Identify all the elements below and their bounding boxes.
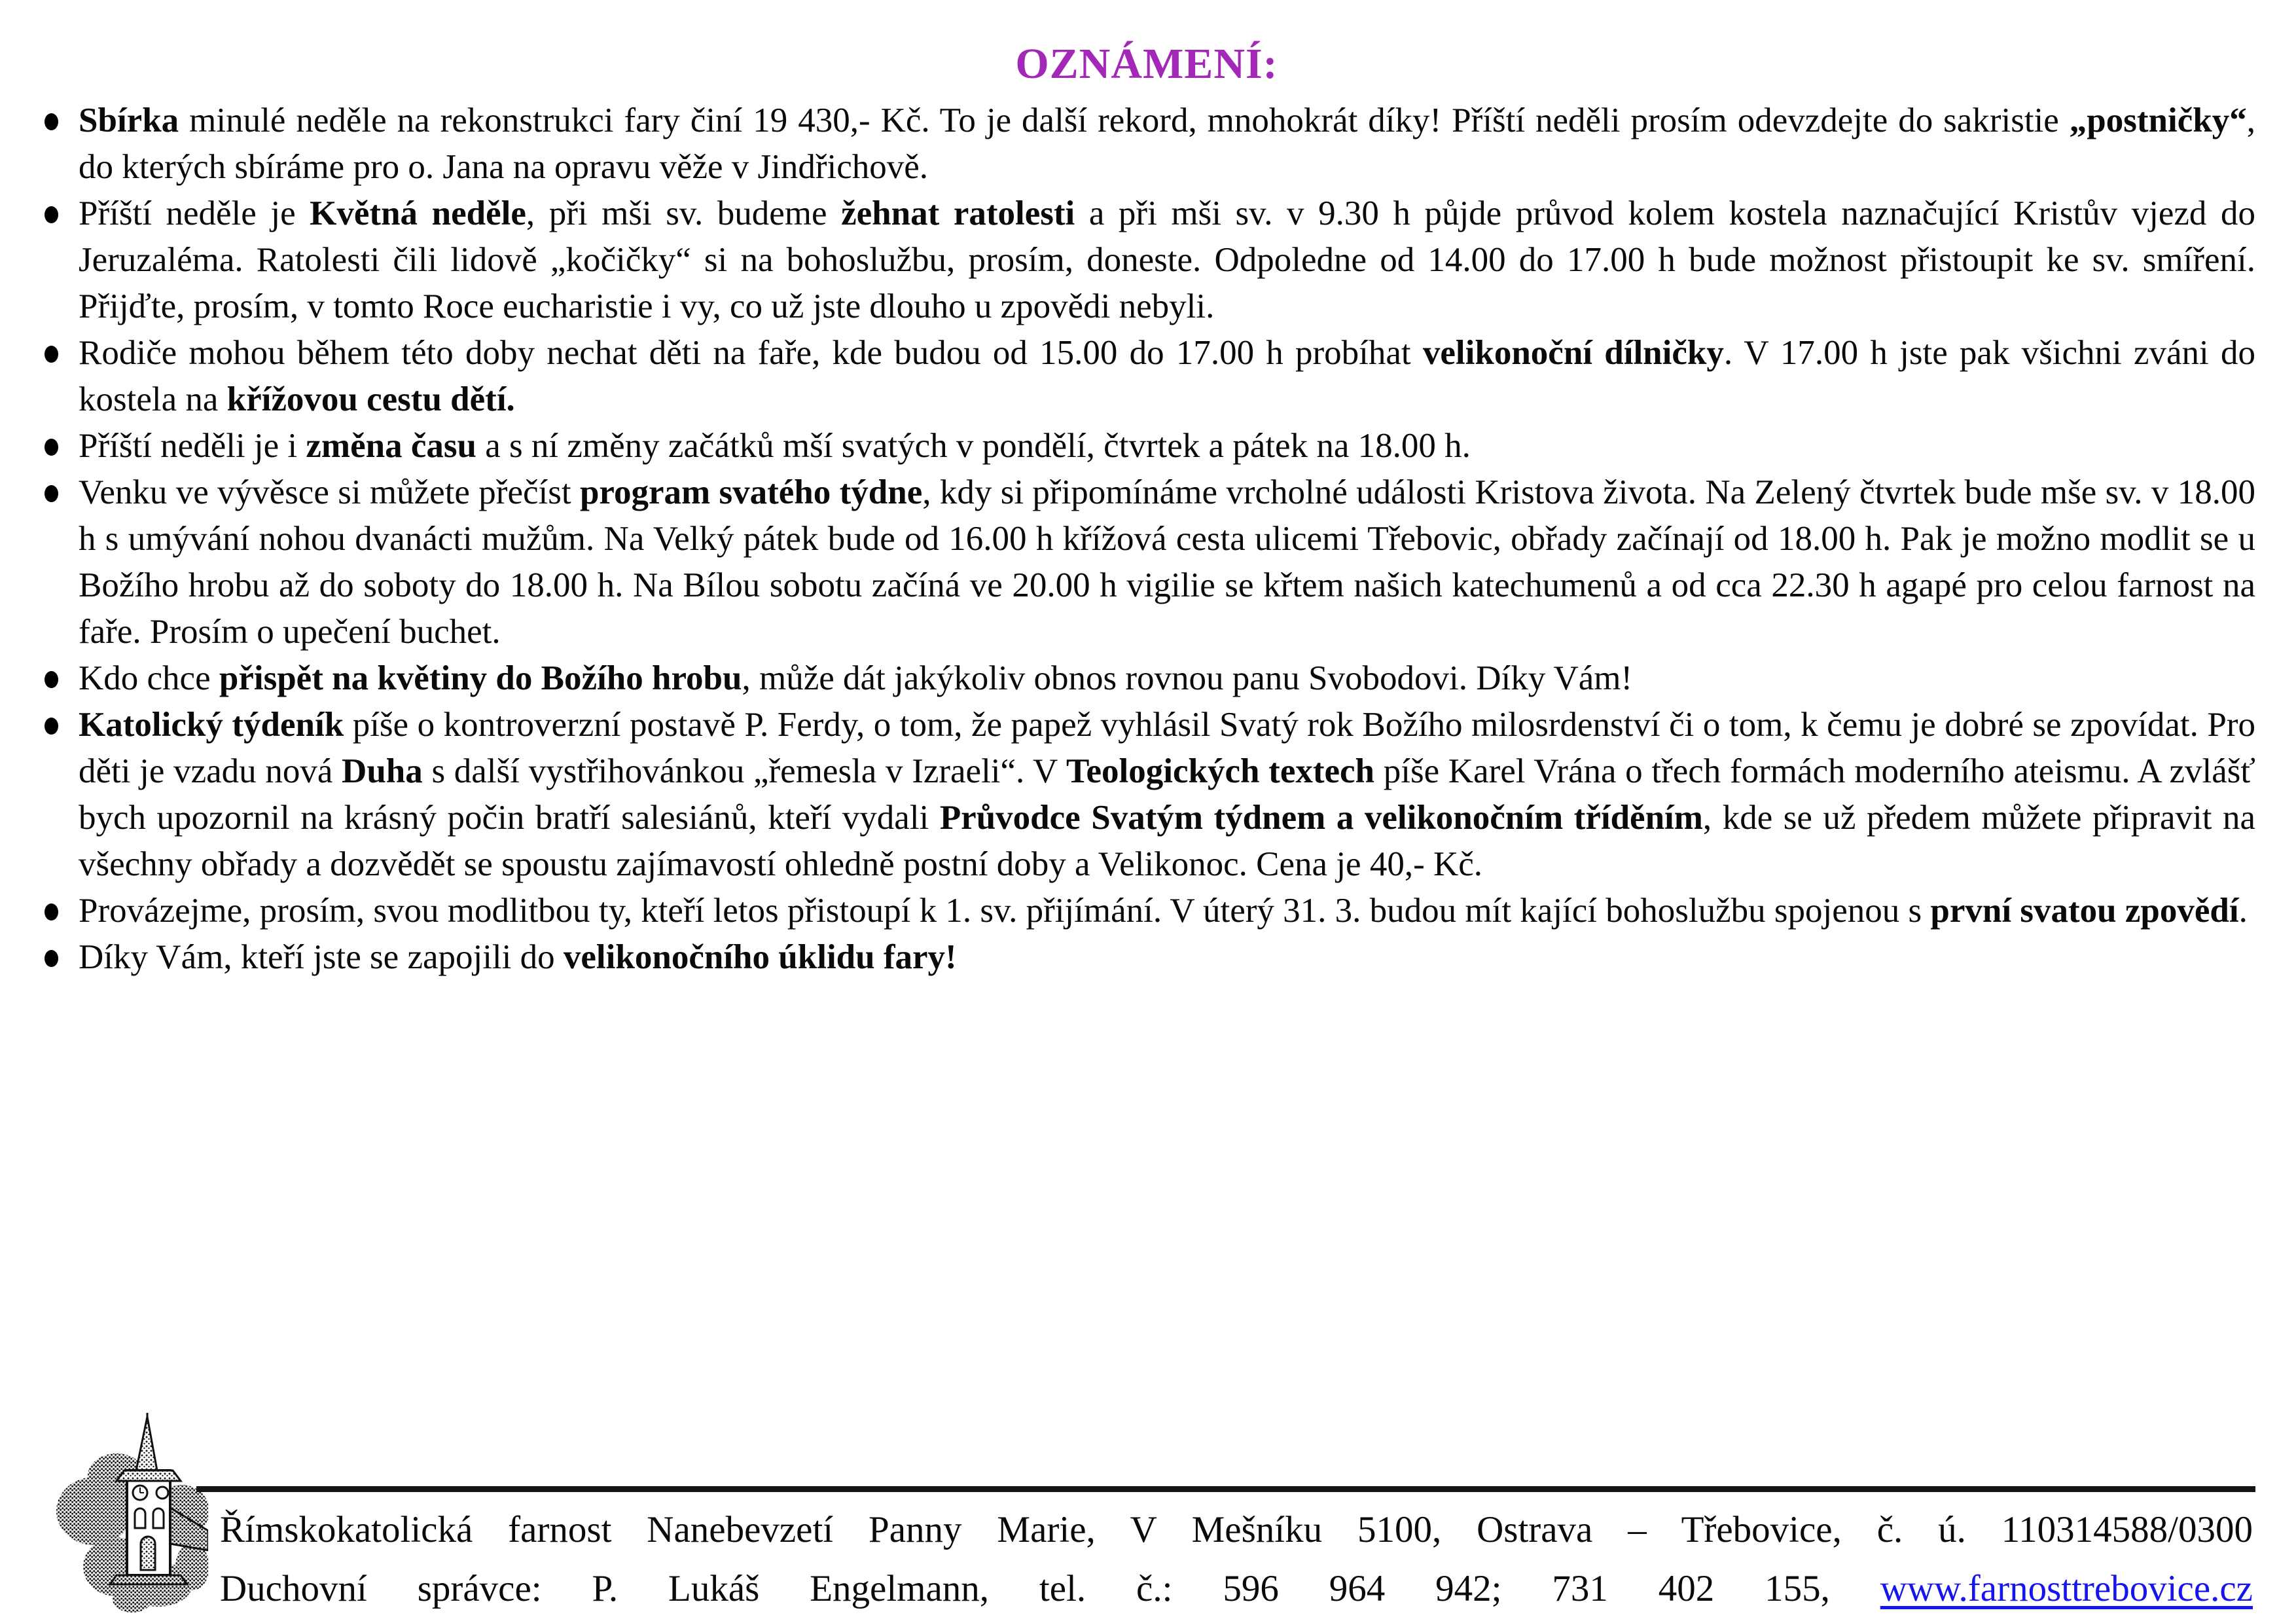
announcement-text-bold: křížovou cestu dětí. xyxy=(226,380,515,418)
announcement-text-bold: Teologických textech xyxy=(1066,752,1375,790)
announcement-text-bold: program svatého týdne xyxy=(579,473,923,511)
announcement-item xyxy=(38,655,2255,702)
announcement-text-bold: žehnat ratolesti xyxy=(841,194,1075,232)
announcement-text-bold: „postničky“ xyxy=(2069,101,2247,139)
announcement-text: , může dát jakýkoliv obnos rovnou panu Svobodovi. Díky Vám! xyxy=(742,659,1633,697)
announcement-text: . xyxy=(2238,891,2248,930)
announcement-text: Příští neděle je xyxy=(79,194,310,232)
announcement-text: s další vystřihovánkou „řemesla v Izraeli“. V xyxy=(422,752,1067,790)
announcement-text: minulé neděle na rekonstrukci fary činí 19 430,- Kč. To je další rekord, mnohokrát díky! Příští neděli prosím odevzdejte do sakristie xyxy=(179,101,2070,139)
footer-contact-line xyxy=(220,1559,2253,1618)
church-window xyxy=(135,1508,145,1528)
announcement-text: , kde se už předem můžete připravit na všechny obřady a dozvědět se spoustu zajímavostí ohledně postní doby a Velikonoc. Cena je 40,- Kč. xyxy=(79,798,2255,883)
announcement-text-bold: změna času xyxy=(306,426,476,465)
announcement-text: , kdy si připomínáme vrcholné události Kristova života. Na Zelený čtvrtek bude mše sv. v 18.00 h s umývání nohou dvanácti mužům. Na Velký pátek bude od 16.00 h křížová cesta ulicemi Třebovic, obřady začínají od 18.00 h. Pak je možno modlit se u Božího hrobu až do soboty do 18.00 h. Na Bílou sobotu začíná ve 20.00 h vigilie se křtem našich katechumenů a od cca 22.30 h agapé pro celou farnost na faře. Prosím o upečení buchet. xyxy=(79,473,2255,651)
footer-divider xyxy=(196,1486,2255,1492)
announcement-text-bold: první svatou zpovědí xyxy=(1930,891,2239,930)
church-illustration xyxy=(54,1413,208,1614)
announcement-text-bold: velikonoční dílničky xyxy=(1422,333,1724,372)
footer-text xyxy=(220,1501,2253,1618)
announcement-text: Kdo chce xyxy=(79,659,219,697)
website-link[interactable]: www.farnosttrebovice.cz xyxy=(1880,1568,2253,1609)
announcement-item xyxy=(38,98,2255,191)
announcement-text: a při mši sv. v 9.30 h půjde průvod kolem kostela naznačující Kristův vjezd do Jeruzaléma. Ratolesti čili lidově „kočičky“ si na bohoslužbu, prosím, doneste. Odpoledne od 14.00 do 17.00 h bude možnost přistoupit ke sv. smíření. Přijďte, prosím, v tomto Roce eucharistie i vy, co už jste dlouho u zpovědi nebyli. xyxy=(79,194,2255,325)
announcement-text: , při mši sv. budeme xyxy=(526,194,842,232)
announcement-text: Venku ve vývěsce si můžete přečíst xyxy=(79,473,580,511)
church-window xyxy=(153,1508,164,1528)
announcement-text-bold: velikonočního úklidu fary! xyxy=(563,938,957,976)
announcement-text-bold: Katolický týdeník xyxy=(79,705,344,744)
announcement-text: Provázejme, prosím, svou modlitbou ty, kteří letos přistoupí k 1. sv. přijímání. V úterý 31. 3. budou mít kající bohoslužbu spojenou s xyxy=(79,891,1931,930)
announcement-item xyxy=(38,330,2255,423)
footer-parish-line: Římskokatolická farnost Nanebevzetí Panny Marie, V Mešníku 5100, Ostrava – Třebovice, č. ú. 110314588/0300 xyxy=(220,1509,2253,1550)
announcement-text-bold: Květná neděle xyxy=(310,194,526,232)
footer-contact-text: Duchovní správce: P. Lukáš Engelmann, tel. č.: 596 964 942; 731 402 155, xyxy=(220,1568,1880,1609)
footer xyxy=(0,1395,2296,1623)
announcement-text: a s ní změny začátků mší svatých v pondělí, čtvrtek a pátek na 18.00 h. xyxy=(476,426,1471,465)
church-spire xyxy=(136,1417,157,1470)
announcement-text: , do kterých sbíráme pro o. Jana na opravu věže v Jindřichově. xyxy=(79,101,2255,186)
announcement-item xyxy=(38,888,2255,934)
announcement-text-bold: Průvodce Svatým týdnem a velikonočním tříděním xyxy=(939,798,1703,837)
announcement-list xyxy=(38,98,2255,981)
announcement-text: Díky Vám, kteří jste se zapojili do xyxy=(79,938,564,976)
clock xyxy=(156,1487,168,1499)
announcement-text-bold: Duha xyxy=(342,752,423,790)
page-title: OZNÁMENÍ: xyxy=(1015,40,1278,88)
foliage xyxy=(113,1586,152,1613)
announcement-item xyxy=(38,191,2255,330)
announcement-text: . V 17.00 h jste pak všichni zváni do kostela na xyxy=(79,333,2255,418)
announcement-text: píše Karel Vrána o třech formách moderního ateismu. A zvlášť bych upozornil na krásný počin bratří salesiánů, kteří vydali xyxy=(79,752,2255,837)
announcement-item xyxy=(38,934,2255,981)
announcement-item xyxy=(38,423,2255,469)
church-window xyxy=(141,1537,155,1570)
announcement-item xyxy=(38,469,2255,655)
announcement-text: píše o kontroverzní postavě P. Ferdy, o tom, že papež vyhlásil Svatý rok Božího milosrdenství či o tom, k čemu je dobré se zpovídat. Pro děti je vzadu nová xyxy=(79,705,2256,790)
announcement-text-bold: Sbírka xyxy=(79,101,179,139)
announcement-text-bold: přispět na květiny do Božího hrobu xyxy=(219,659,742,697)
announcement-item xyxy=(38,702,2255,888)
announcement-text: Příští neděli je i xyxy=(79,426,306,465)
announcement-text: Rodiče mohou během této doby nechat děti na faře, kde budou od 15.00 do 17.00 h probíhat xyxy=(79,333,1423,372)
